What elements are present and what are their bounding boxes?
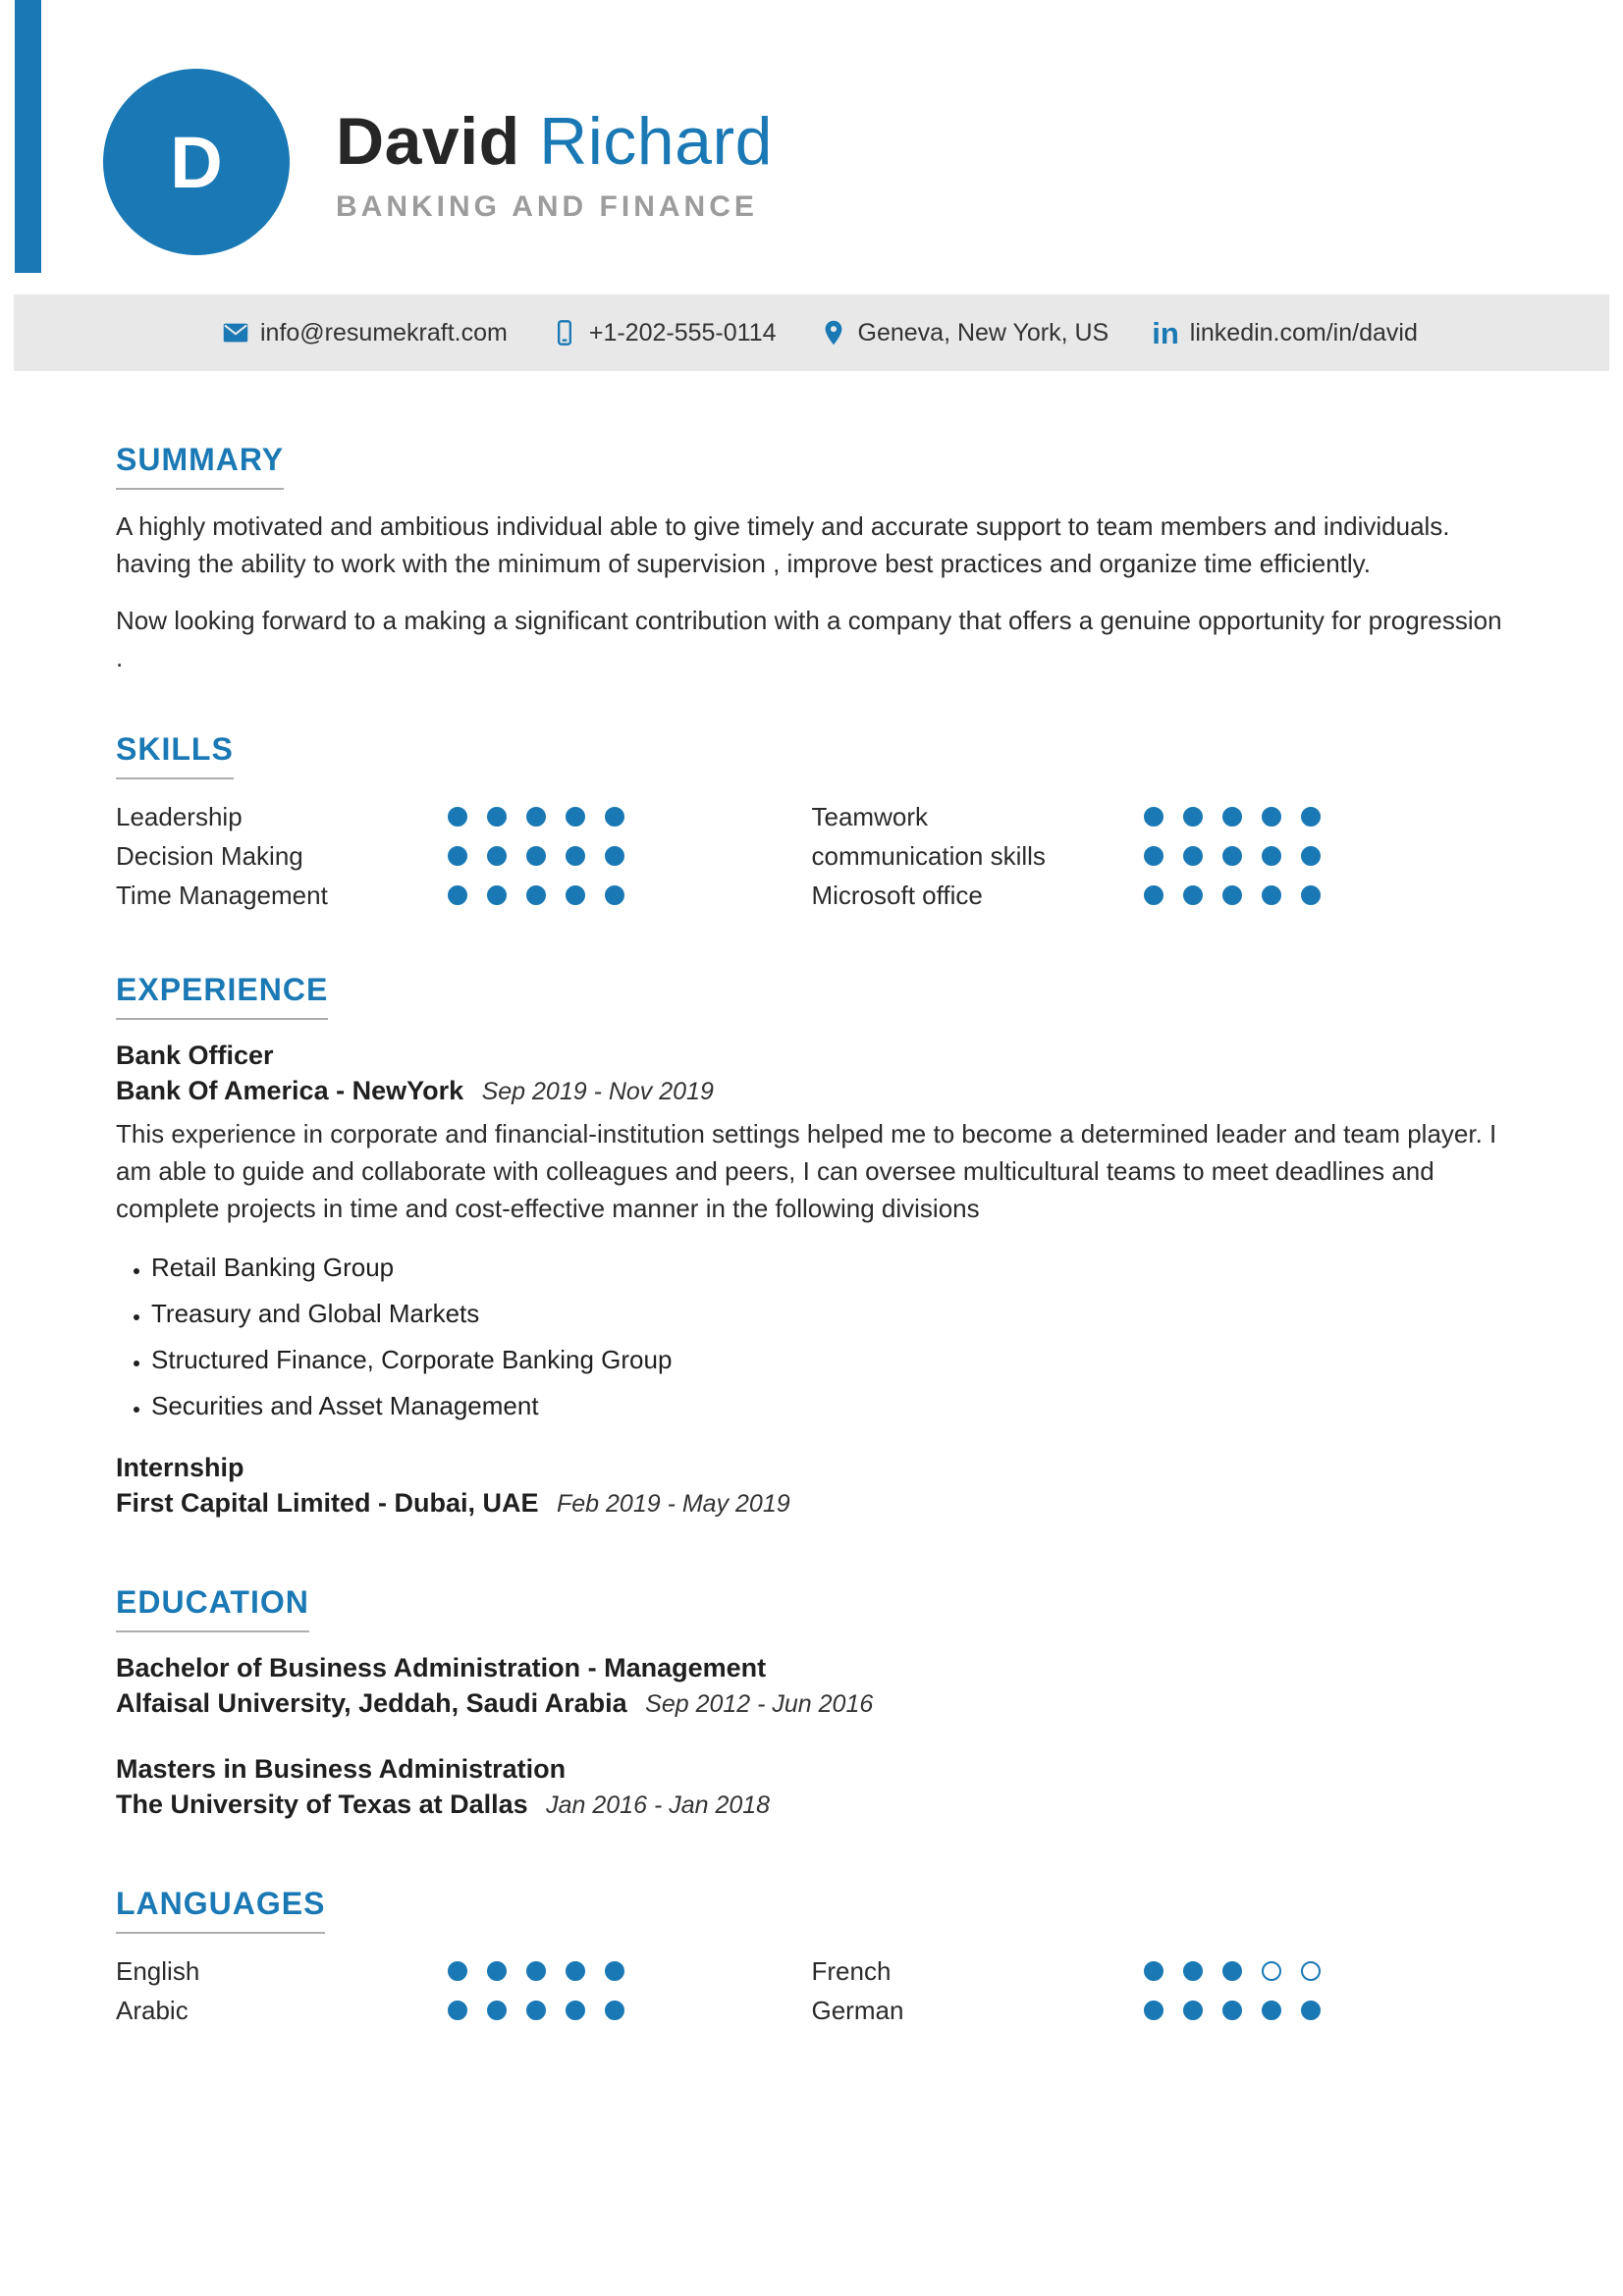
job-bullet: • Securities and Asset Management (151, 1387, 1507, 1424)
rating-dot-empty (1262, 1961, 1281, 1981)
rating-dot-filled (487, 807, 507, 827)
rating-dot-filled (526, 1961, 546, 1981)
skill-row (812, 797, 1508, 836)
skill-label: Decision Making (116, 840, 303, 871)
candidate-name (336, 106, 773, 177)
rating-dot-filled (1144, 1961, 1163, 1981)
languages-column-left (116, 1951, 812, 2030)
rating-dot-filled (605, 807, 624, 827)
education-degree: Bachelor of Business Administration - Management (116, 1653, 767, 1682)
experience-title: EXPERIENCE (116, 972, 328, 1020)
summary-title: SUMMARY (116, 442, 284, 490)
languages-section (116, 1886, 1507, 2030)
contact-phone[interactable] (551, 319, 777, 347)
skill-label: Time Management (116, 880, 328, 910)
rating-dot-filled (1262, 807, 1281, 827)
skills-title: SKILLS (116, 731, 234, 779)
avatar-letter: D (170, 121, 223, 203)
rating-dot-filled (1183, 885, 1203, 905)
language-row (116, 1951, 812, 1991)
contact-linkedin-text: linkedin.com/in/david (1189, 318, 1418, 347)
rating-dot-filled (487, 1961, 507, 1981)
resume-content (0, 442, 1623, 2030)
linkedin-icon: in (1152, 315, 1179, 350)
languages-column-right (812, 1951, 1508, 2030)
header (0, 0, 1623, 294)
skills-column-left (116, 797, 812, 915)
language-rating-dots (448, 1961, 812, 1981)
skill-rating-dots (1144, 807, 1508, 827)
rating-dot-filled (526, 885, 546, 905)
rating-dot-filled (448, 2001, 467, 2020)
accent-stripe (15, 0, 41, 273)
language-row (812, 1991, 1508, 2030)
education-entry (116, 1650, 1507, 1726)
location-pin-icon (820, 319, 847, 347)
rating-dot-filled (1262, 885, 1281, 905)
skill-rating-dots (1144, 846, 1508, 866)
job-bullet: • Retail Banking Group (151, 1249, 1507, 1286)
rating-dot-filled (566, 885, 585, 905)
rating-dot-filled (1301, 2001, 1321, 2020)
rating-dot-filled (566, 807, 585, 827)
job-dates: Sep 2019 - Nov 2019 (481, 1078, 714, 1105)
rating-dot-filled (605, 885, 624, 905)
rating-dot-filled (1144, 807, 1163, 827)
language-label: French (811, 1955, 892, 1986)
contact-bar (14, 294, 1609, 371)
profession-tagline: BANKING AND FINANCE (336, 190, 758, 223)
rating-dot-filled (1301, 807, 1321, 827)
rating-dot-filled (1183, 2001, 1203, 2020)
education-school: The University of Texas at Dallas (116, 1789, 528, 1819)
language-rating-dots (1144, 2001, 1508, 2020)
last-name: Richard (539, 104, 773, 179)
rating-dot-filled (1222, 2001, 1242, 2020)
job-company: Bank Of America - NewYork (116, 1076, 464, 1105)
contact-linkedin[interactable] (1152, 315, 1418, 350)
job-company-line (116, 1073, 1507, 1113)
skill-row (116, 836, 812, 876)
rating-dot-filled (526, 2001, 546, 2020)
rating-dot-filled (1222, 1961, 1242, 1981)
rating-dot-filled (526, 846, 546, 866)
skill-rating-dots (1144, 885, 1508, 905)
skills-column-right (812, 797, 1508, 915)
rating-dot-filled (487, 846, 507, 866)
rating-dot-filled (448, 846, 467, 866)
language-label: Arabic (116, 1995, 189, 2025)
rating-dot-filled (1183, 1961, 1203, 1981)
job-role: Bank Officer (116, 1041, 274, 1070)
education-dates: Sep 2012 - Jun 2016 (645, 1690, 874, 1718)
skill-label: Leadership (116, 801, 243, 831)
education-degree: Masters in Business Administration (116, 1754, 567, 1784)
rating-dot-filled (448, 807, 467, 827)
education-school: Alfaisal University, Jeddah, Saudi Arabia (116, 1688, 627, 1718)
language-label: German (811, 1995, 904, 2025)
education-dates: Jan 2016 - Jan 2018 (546, 1791, 771, 1819)
rating-dot-filled (448, 1961, 467, 1981)
rating-dot-filled (487, 885, 507, 905)
education-entry (116, 1751, 1507, 1827)
job-description: This experience in corporate and financial-institution settings helped me to become a determined leader and team player. I am able to guide and collaborate with colleagues and peers, I can oversee multicultural teams to meet deadlines and complete projects in time and cost-effective manner in the following divisions (116, 1119, 1497, 1223)
envelope-icon (222, 319, 249, 347)
skill-rating-dots (448, 885, 812, 905)
rating-dot-filled (605, 1961, 624, 1981)
job-dates: Feb 2019 - May 2019 (557, 1490, 790, 1518)
language-row (116, 1991, 812, 2030)
skill-rating-dots (448, 807, 812, 827)
first-name: David (336, 104, 520, 179)
mobile-phone-icon (551, 319, 578, 347)
language-rating-dots (1144, 1961, 1508, 1981)
rating-dot-filled (566, 1961, 585, 1981)
rating-dot-filled (1183, 807, 1203, 827)
rating-dot-filled (1301, 846, 1321, 866)
rating-dot-filled (566, 846, 585, 866)
rating-dot-filled (605, 846, 624, 866)
skill-label: communication skills (811, 840, 1046, 871)
skill-label: Teamwork (811, 801, 928, 831)
languages-grid (116, 1951, 1507, 2030)
skill-row (812, 836, 1508, 876)
job-bullet: • Treasury and Global Markets (151, 1295, 1507, 1332)
skill-row (812, 876, 1508, 915)
rating-dot-filled (1144, 2001, 1163, 2020)
rating-dot-filled (1222, 846, 1242, 866)
experience-entry (116, 1450, 1507, 1525)
rating-dot-filled (1262, 2001, 1281, 2020)
contact-email[interactable] (222, 319, 508, 347)
rating-dot-filled (1222, 807, 1242, 827)
skill-label: Microsoft office (811, 880, 983, 910)
experience-section (116, 972, 1507, 1525)
education-title: EDUCATION (116, 1584, 309, 1632)
rating-dot-filled (1183, 846, 1203, 866)
contact-email-text: info@resumekraft.com (260, 318, 508, 347)
rating-dot-empty (1301, 1961, 1321, 1981)
rating-dot-filled (487, 2001, 507, 2020)
contact-phone-text: +1-202-555-0114 (588, 318, 777, 347)
job-role: Internship (116, 1453, 244, 1482)
rating-dot-filled (1301, 885, 1321, 905)
rating-dot-filled (1222, 885, 1242, 905)
job-company-line (116, 1485, 1507, 1525)
job-bullet-list (116, 1249, 1507, 1424)
education-section (116, 1584, 1507, 1827)
avatar (103, 69, 290, 255)
rating-dot-filled (1144, 885, 1163, 905)
languages-title: LANGUAGES (116, 1886, 325, 1934)
experience-entry (116, 1038, 1507, 1424)
rating-dot-filled (605, 2001, 624, 2020)
job-bullet: • Structured Finance, Corporate Banking Group (151, 1341, 1507, 1378)
contact-location-text: Geneva, New York, US (857, 318, 1109, 347)
rating-dot-filled (566, 2001, 585, 2020)
rating-dot-filled (1262, 846, 1281, 866)
skill-rating-dots (448, 846, 812, 866)
job-company: First Capital Limited - Dubai, UAE (116, 1488, 539, 1518)
summary-section (116, 442, 1507, 676)
language-label: English (116, 1955, 200, 1986)
rating-dot-filled (1144, 846, 1163, 866)
skills-section (116, 731, 1507, 915)
skill-row (116, 797, 812, 836)
summary-paragraph: Now looking forward to a making a significant contribution with a company that offers a genuine opportunity for progression . (116, 606, 1502, 672)
contact-location (820, 319, 1109, 347)
language-row (812, 1951, 1508, 1991)
rating-dot-filled (448, 885, 467, 905)
education-school-line (116, 1685, 1507, 1726)
education-school-line (116, 1787, 1507, 1827)
name-block (336, 106, 773, 224)
rating-dot-filled (526, 807, 546, 827)
skills-grid (116, 797, 1507, 915)
summary-paragraph: A highly motivated and ambitious individual able to give timely and accurate support to team members and individuals. having the ability to work with the minimum of supervision , improve best practices and organize time efficiently. (116, 511, 1450, 578)
skill-row (116, 876, 812, 915)
language-rating-dots (448, 2001, 812, 2020)
